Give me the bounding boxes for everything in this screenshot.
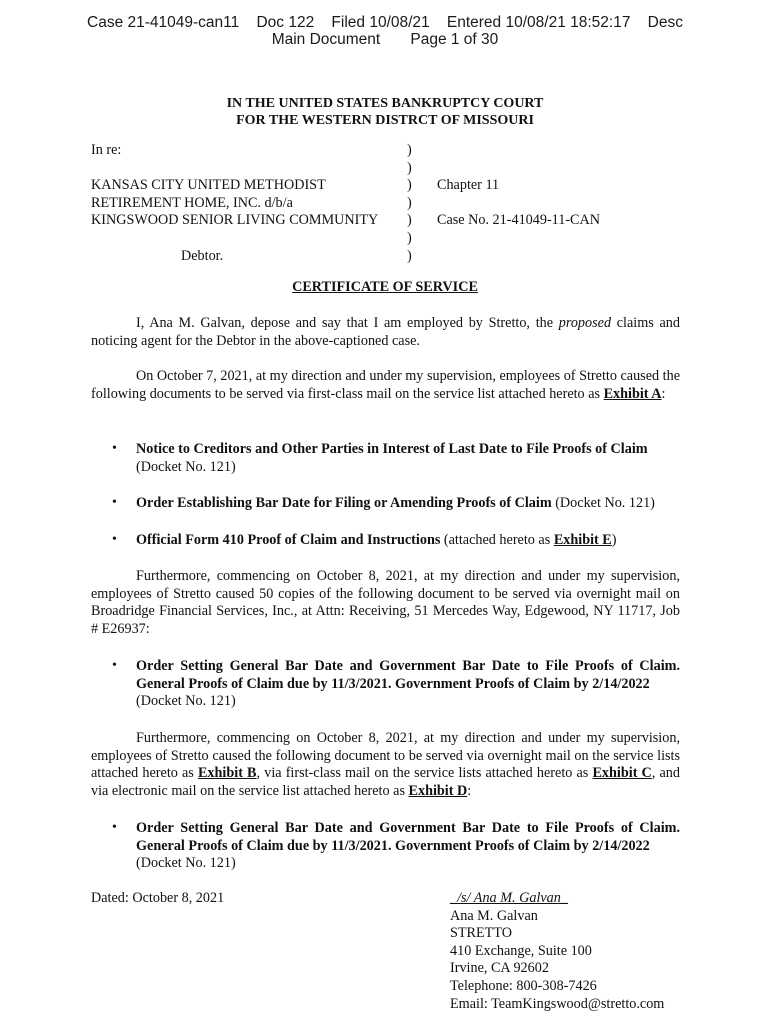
list-item [91, 441, 680, 476]
paragraph-broadridge: Furthermore, commencing on October 8, 2021, at my direction and under my supervision, employees of Stretto caused 50 copies of the following document to be served via overnight mail on Broadridge Financial Services, Inc., at Attn: Receiving, 51 Mercedes Way, Edgewood, NY 11717, Job # E26937: [91, 568, 680, 637]
bold-text: Order Setting General Bar Date and Government Bar Date to File Proofs of Claim. General Proofs of Claim due by 11/3/2021. Government Proofs of Claim by 2/14/2022 [136, 658, 680, 692]
in-re-label: In re: [91, 142, 122, 158]
paren: ) [407, 229, 412, 246]
text-span: On October 7, 2021, at my direction and under my supervision, employees of Stretto caused the following documents to be served via first-class mail on the service list attached hereto as [91, 368, 680, 402]
caption-parentheses [407, 142, 417, 265]
text-span: claims and noticing agent for the Debtor in the above-captioned case. [91, 315, 680, 349]
text-span: Furthermore, commencing on October 8, 2021, at my direction and under my supervision, employees of Stretto caused the following document to be served via overnight mail on the service lists attached hereto as [91, 730, 680, 782]
bold-text: Order Setting General Bar Date and Government Bar Date to File Proofs of Claim. General Proofs of Claim due by 11/3/2021. Government Proofs of Claim by 2/14/2022 [136, 820, 680, 854]
exhibit-a-ref: Exhibit A [603, 385, 662, 402]
paren: ) [407, 212, 412, 229]
list-item [91, 658, 680, 711]
text-span: (Docket No. 121) [136, 693, 236, 710]
paren: ) [407, 247, 412, 264]
bullet-icon: • [112, 820, 117, 835]
telephone: Telephone: 800-308-7426 [450, 977, 597, 994]
caption-parties [91, 142, 411, 265]
address-line-1: 410 Exchange, Suite 100 [450, 942, 592, 959]
email: Email: TeamKingswood@stretto.com [450, 995, 665, 1012]
bold-text: Order Establishing Bar Date for Filing or Amending Proofs of Claim [136, 495, 552, 511]
list-item [91, 532, 680, 550]
text-span: : [467, 782, 472, 799]
bullet-icon: • [112, 441, 117, 456]
list-item [91, 820, 680, 873]
text-span: (attached hereto as [440, 532, 554, 548]
paragraph-declarant [91, 315, 680, 350]
chapter-label: Chapter 11 [437, 177, 500, 194]
text-span: : [661, 385, 666, 402]
court-name-line-2: FOR THE WESTERN DISTRCT OF MISSOURI [236, 113, 534, 128]
bullet-icon: • [112, 532, 117, 547]
signer-name: Ana M. Galvan [450, 907, 538, 924]
exhibit-c-ref: Exhibit C [592, 765, 652, 782]
signature-block [450, 890, 664, 1013]
exhibit-d-ref: Exhibit D [408, 782, 468, 799]
dated-line: Dated: October 8, 2021 [91, 890, 225, 906]
exhibit-e-ref: Exhibit E [553, 532, 612, 548]
text-span: , via first-class mail on the service lists attached hereto as [256, 765, 593, 782]
exhibit-b-ref: Exhibit B [197, 765, 257, 782]
court-name-line-1: IN THE UNITED STATES BANKRUPTCY COURT [226, 96, 544, 111]
text-span: (Docket No. 121) [136, 855, 236, 872]
bold-text: Notice to Creditors and Other Parties in Interest of Last Date to File Proofs of Claim [136, 441, 648, 457]
paren: ) [407, 159, 412, 176]
text-span: ) [611, 532, 617, 548]
debtor-name-line-1: KANSAS CITY UNITED METHODIST [91, 177, 326, 194]
document-title: CERTIFICATE OF SERVICE [292, 279, 478, 295]
filing-header-line-2: Main Document Page 1 of 30 [271, 31, 499, 48]
debtor-name-line-3: KINGSWOOD SENIOR LIVING COMMUNITY [91, 212, 379, 229]
text-span: , and via electronic mail on the service list attached hereto as [91, 765, 680, 799]
italic-text: proposed [558, 315, 612, 331]
text-span: I, Ana M. Galvan, depose and say that I am employed by Stretto, the [136, 315, 559, 331]
text-span: (Docket No. 121) [551, 495, 655, 511]
filing-header-line-1: Case 21-41049-can11 Doc 122 Filed 10/08/21 Entered 10/08/21 18:52:17 Desc [87, 14, 683, 31]
address-line-2: Irvine, CA 92602 [450, 960, 549, 977]
signature: _/s/ Ana M. Galvan_ [450, 890, 568, 906]
bullet-icon: • [112, 658, 117, 673]
debtor-label: Debtor. [181, 247, 224, 264]
company-name: STRETTO [450, 925, 513, 942]
text-span: (Docket No. 121) [136, 458, 236, 475]
bold-text: Official Form 410 Proof of Claim and Instructions [136, 532, 441, 548]
paren: ) [407, 194, 412, 211]
paragraph-service-oct7 [91, 368, 680, 403]
paragraph-service-oct8 [91, 730, 680, 800]
debtor-name-line-2: RETIREMENT HOME, INC. d/b/a [91, 194, 293, 211]
paren: ) [407, 142, 412, 158]
caption-case-info [437, 142, 677, 230]
paren: ) [407, 177, 412, 194]
list-item [91, 495, 680, 513]
bullet-icon: • [112, 495, 117, 510]
case-number: Case No. 21-41049-11-CAN [437, 212, 601, 229]
